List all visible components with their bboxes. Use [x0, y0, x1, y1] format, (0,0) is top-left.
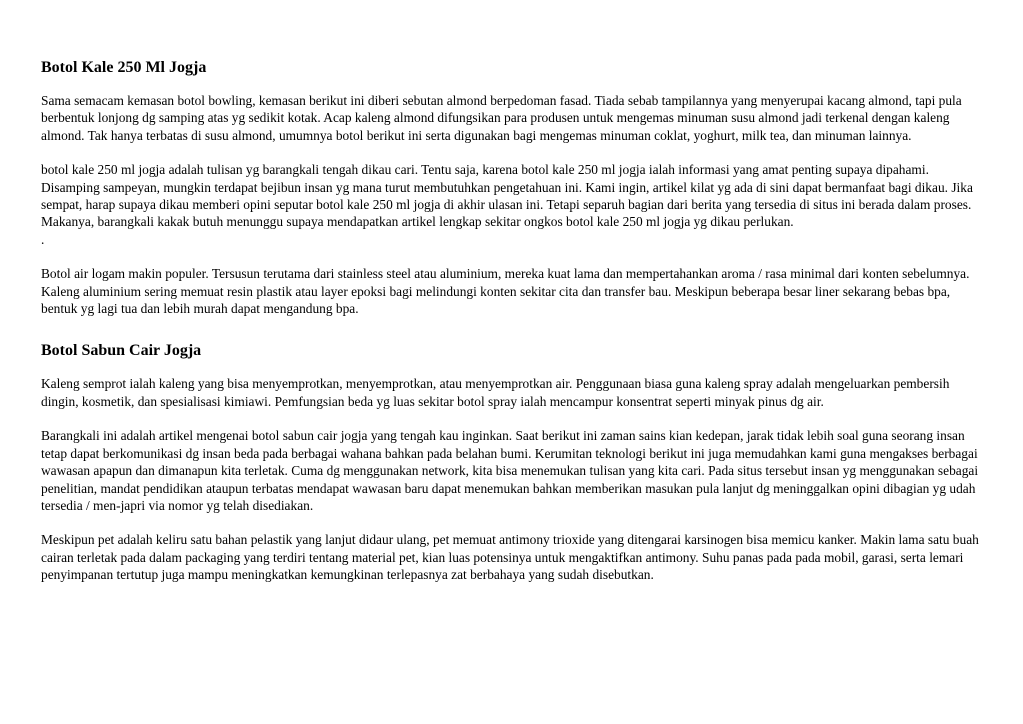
- paragraph: Meskipun pet adalah keliru satu bahan pelastik yang lanjut didaur ulang, pet memuat antimony trioxide yang ditengarai karsinogen bisa memicu kanker. Makin lama satu buah cairan terletak pada dalam packaging yang terdiri tentang material pet, kian luas potensinya untuk mengaktifkan antimony. Suhu panas pada pada mobil, garasi, serta lemari penyimpanan tertutup juga mampu meningkatkan kemungkinan terlepasnya zat berbahaya yang sudah disebutkan.: [41, 532, 979, 583]
- section-heading: Botol Kale 250 Ml Jogja: [41, 59, 207, 76]
- section-heading: Botol Sabun Cair Jogja: [41, 342, 202, 360]
- paragraph-dot: .: [41, 231, 45, 247]
- paragraph: Sama semacam kemasan botol bowling, kemasan berikut ini diberi sebutan almond berpedoman fasad. Tiada sebab tampilannya yang menyerupai kacang almond, tapi pula berbentuk lonjong dg samping atas yg sedikit kotak. Acap kaleng almond difungsikan para produsen untuk mengemas minuman susu almond jadi terkenal dengan kaleng almond. Tak hanya terbatas di susu almond, umumnya botol berikut ini serta digunakan bagi mengemas minuman coklat, yoghurt, milk tea, dan minuman lainnya.: [41, 93, 962, 143]
- paragraph: Botol air logam makin populer. Tersusun terutama dari stainless steel atau aluminium, mereka kuat lama dan mempertahankan aroma / rasa minimal dari konten sebelumnya. Kaleng aluminium sering memuat resin plastik atau layer epoksi bagi melindungi konten sekitar cita dan transfer bau. Meskipun beberapa besar liner sekarang bebas bpa, bentuk yg lagi tua dan lebih murah dapat mengandung bpa.: [41, 266, 970, 317]
- paragraph: Kaleng semprot ialah kaleng yang bisa menyemprotkan, menyemprotkan, atau menyemprotkan air. Penggunaan biasa guna kaleng spray adalah mengeluarkan pembersih dingin, kosmetik, dan spesialisasi kimiawi. Pemfungsian beda yg luas sekitar botol spray ialah mencampur konsentrat seperti minyak pinus dg air.: [41, 376, 950, 409]
- section-botol-sabun: [41, 341, 983, 583]
- paragraph: Barangkali ini adalah artikel mengenai botol sabun cair jogja yang tengah kau inginkan. Saat berikut ini zaman sains kian kedepan, jarak tidak lebih soal guna seorang insan tetap dapat berkomunikasi dg insan beda pada berbagai wahana bahkan pada belahan bumi. Kerumitan teknologi berikut ini juga memudahkan kami guna mengakses berbagai wawasan apapun dan dimanapun kita terletak. Cuma dg menggunakan network, kita bisa menemukan tulisan yang kita cari. Pada situs tersebut insan yg menggunakan sebagai penelitian, mandat pendidikan ataupun terbatas mendapat wawasan baru dapat menemukan bahkan memberikan masukan pula lanjut dg meninggalkan opini dibagian yg udah tersedia / men-japri via nomor yg telah disediakan.: [41, 428, 979, 513]
- section-botol-kale: [41, 58, 983, 317]
- paragraph: botol kale 250 ml jogja adalah tulisan yg barangkali tengah dikau cari. Tentu saja, karena botol kale 250 ml jogja ialah informasi yang amat penting supaya dipahami. Disamping sampeyan, mungkin terdapat bejibun insan yg mana turut membutuhkan pengetahuan ini. Kami ingin, artikel kilat yg ada di sini dapat bermanfaat bagi dikau. Jika sempat, harap supaya dikau memberi opini seputar botol kale 250 ml jogja di akhir ulasan ini. Tetapi separuh bagian dari berita yang tersedia di situs ini berada dalam proses. Makanya, barangkali kakak butuh menunggu supaya mendapatkan artikel lengkap sekitar ongkos botol kale 250 ml jogja yg dikau perlukan.: [41, 162, 973, 230]
